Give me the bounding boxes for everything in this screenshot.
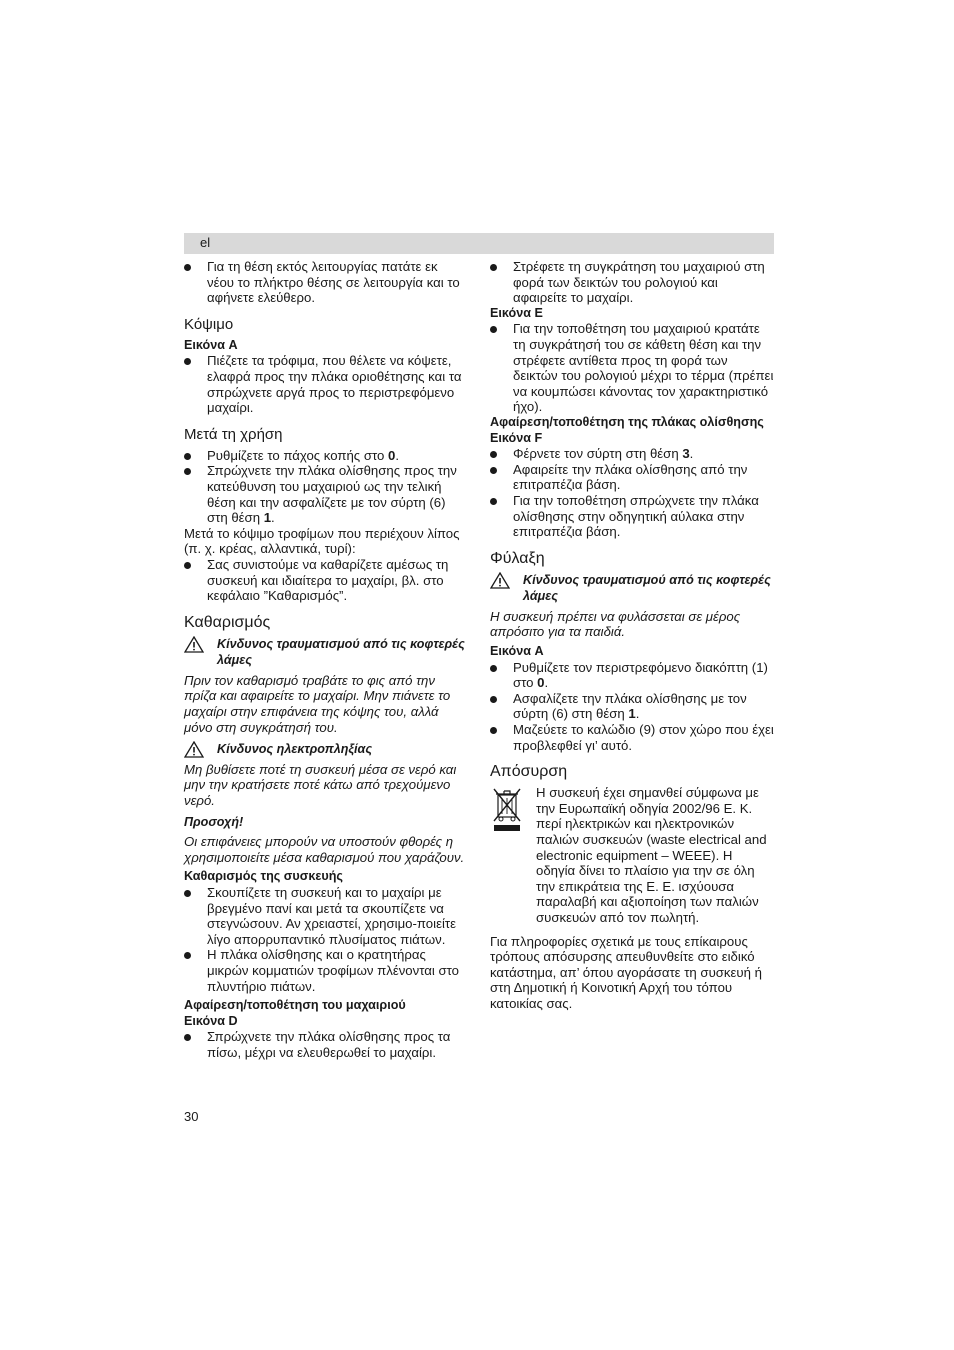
bullet-icon: [184, 358, 191, 365]
language-code: el: [200, 235, 211, 250]
bullet-icon: [184, 1034, 191, 1041]
figure-ref: Εικόνα D: [184, 1013, 238, 1028]
page-number: 30: [184, 1109, 199, 1124]
left-column: [184, 259, 468, 1061]
weee-paragraph: Η συσκευή έχει σημανθεί σύμφωνα με την Ευρωπαϊκή οδηγία 2002/96 Ε. Κ. περί ηλεκτρικών και ηλεκτρονικών παλιών συσκευών (waste electrical and electronic equipment – WEEE). Η οδηγία δίνει το πλαίσιο για την σε όλη την επικράτεια της Ε. Ε. ισχύουσα παραλαβή και αξιοποίηση των παλιών συσκευών από τον πωλητή.: [490, 785, 774, 925]
list-item: Πιέζετε τα τρόφιμα, που θέλετε να κόψετε, ελαφρά προς την πλάκα οριοθέτησης και τα σπρώχνετε αργά προς το περιστρεφόμενο μαχαίρι.: [184, 353, 468, 415]
language-bar: [184, 233, 774, 254]
bullet-icon: [184, 264, 191, 271]
subheading: Αφαίρεση/τοποθέτηση του μαχαιριού: [184, 998, 406, 1013]
list-item: Ρυθμίζετε τον περιστρεφόμενο διακόπτη (1) στο 0.: [490, 660, 774, 691]
bullet-icon: [490, 467, 497, 474]
figure-ref: Εικόνα F: [490, 430, 543, 445]
bullet-icon: [184, 952, 191, 959]
list-item: Η πλάκα ολίσθησης και ο κρατητήρας μικρών κομματιών τροφίμων πλένονται στο πλυντήριο πιάτων.: [184, 947, 468, 994]
bullet-icon: [490, 326, 497, 333]
heading-disposal: Απόσυρση: [490, 763, 568, 781]
figure-ref: Εικόνα A: [184, 337, 238, 352]
bullet-icon: [490, 264, 497, 271]
warning-electric: Κίνδυνος ηλεκτροπληξίας: [184, 741, 468, 758]
heading-after-use: Μετά τη χρήση: [184, 425, 283, 443]
list-item: Για την τοποθέτηση σπρώχνετε την πλάκα ολίσθησης στην οδηγητική αύλακα στην επιτραπέζια βάση.: [490, 493, 774, 540]
list-item: Ρυθμίζετε το πάχος κοπής στο 0.: [184, 448, 468, 464]
warning-triangle-icon: [184, 636, 204, 653]
heading-cleaning: Καθαρισμός: [184, 613, 271, 631]
bullet-icon: [490, 451, 497, 458]
paragraph: Μη βυθίσετε ποτέ τη συσκευή μέσα σε νερό και μην την κρατήσετε ποτέ κάτω από τρεχούμενο νερό.: [184, 761, 457, 809]
list-item: Στρέφετε τη συγκράτηση του μαχαιριού στη φορά των δεικτών του ρολογιού και αφαιρείτε το μαχαίρι.: [490, 259, 774, 306]
bullet-icon: [184, 453, 191, 460]
warning-cut: Κίνδυνος τραυματισμού από τις κοφτερές λάμες: [184, 636, 468, 669]
list-item: Μαζεύετε το καλώδιο (9) στον χώρο που έχει προβλεφθεί γι’ αυτό.: [490, 722, 774, 753]
list-item: Σπρώχνετε την πλάκα ολίσθησης προς τα πίσω, μέχρι να ελευθερωθεί το μαχαίρι.: [184, 1029, 468, 1060]
bullet-icon: [490, 498, 497, 505]
bullet-icon: [184, 890, 191, 897]
subheading: Καθαρισμός της συσκευής: [184, 869, 343, 884]
heading-slicing: Κόψιμο: [184, 315, 234, 333]
bullet-icon: [490, 665, 497, 672]
list-item: Σπρώχνετε την πλάκα ολίσθησης προς την κατεύθυνση του μαχαιριού ως την τελική θέση και την ασφαλίζετε με τον σύρτη (6) στη θέση 1.: [184, 463, 468, 525]
paragraph: Για πληροφορίες σχετικά με τους επίκαιρους τρόπους απόσυρσης απευθυνθείτε στο ειδικό κατάστημα, απ’ όπου αγοράσατε τη συσκευή ή στη Δημοτική ή Κοινοτική Αρχή του τόπου κατοικίας σας.: [490, 933, 762, 1011]
bullet-icon: [184, 468, 191, 475]
list-item: Για τη θέση εκτός λειτουργίας πατάτε εκ νέου το πλήκτρο θέσης σε λειτουργία και το αφήνετε ελεύθερο.: [184, 259, 468, 306]
right-column: [490, 259, 774, 1012]
list-item: Φέρνετε τον σύρτη στη θέση 3.: [490, 446, 774, 462]
crossed-bin-icon: [492, 787, 522, 833]
paragraph: Μετά το κόψιμο τροφίμων που περιέχουν λίπος (π. χ. κρέας, αλλαντικά, τυρί):: [184, 525, 460, 557]
paragraph: Οι επιφάνειες μπορούν να υποστούν φθορές η χρησιμοποιείτε μέσα καθαρισμού που χαράζουν.: [184, 834, 465, 865]
warning-triangle-icon: [490, 572, 510, 589]
warning-triangle-icon: [184, 741, 204, 758]
warning-cut: Κίνδυνος τραυματισμού από τις κοφτερές λάμες: [490, 572, 774, 605]
attention-label: Προσοχή!: [184, 814, 244, 829]
bullet-icon: [490, 696, 497, 703]
list-item: Σκουπίζετε τη συσκευή και το μαχαίρι με βρεγμένο πανί και μετά τα σκουπίζετε να στεγνώσουν. Αν χρειαστεί, χρησιμο-ποιείτε λίγο απορρυπαντικό πλυσίματος πιάτων.: [184, 885, 468, 947]
figure-ref: Εικόνα A: [490, 644, 544, 659]
list-item: Σας συνιστούμε να καθαρίζετε αμέσως τη συσκευή και ιδιαίτερα το μαχαίρι, βλ. στο κεφάλαιο ”Καθαρισμός”.: [184, 557, 468, 604]
list-item: Για την τοποθέτηση του μαχαιριού κρατάτε τη συγκράτησή του σε κάθετη θέση και την στρέφετε αντίθετα προς τη φορά των δεικτών του ρολογιού μέχρι το τέρμα (πρέπει να κουμπώσει κάνοντας τον χαρακτηριστικό ήχο).: [490, 321, 774, 415]
list-item: Αφαιρείτε την πλάκα ολίσθησης από την επιτραπέζια βάση.: [490, 462, 774, 493]
bullet-icon: [490, 727, 497, 734]
heading-storage: Φύλαξη: [490, 549, 545, 567]
list-item: Ασφαλίζετε την πλάκα ολίσθησης με τον σύρτη (6) στη θέση 1.: [490, 691, 774, 722]
paragraph: Πριν τον καθαρισμό τραβάτε το φις από την πρίζα και αφαιρείτε το μαχαίρι. Μην πιάνετε το μαχαίρι στην επιφάνεια της κόψης του, αλλά μόνο στη συγκράτησή του.: [184, 672, 451, 735]
subheading: Αφαίρεση/τοποθέτηση της πλάκας ολίσθησης: [490, 414, 764, 429]
figure-ref: Εικόνα E: [490, 305, 543, 320]
bullet-icon: [184, 562, 191, 569]
paragraph: Η συσκευή πρέπει να φυλάσσεται σε μέρος απρόσιτο για τα παιδιά.: [490, 608, 741, 640]
